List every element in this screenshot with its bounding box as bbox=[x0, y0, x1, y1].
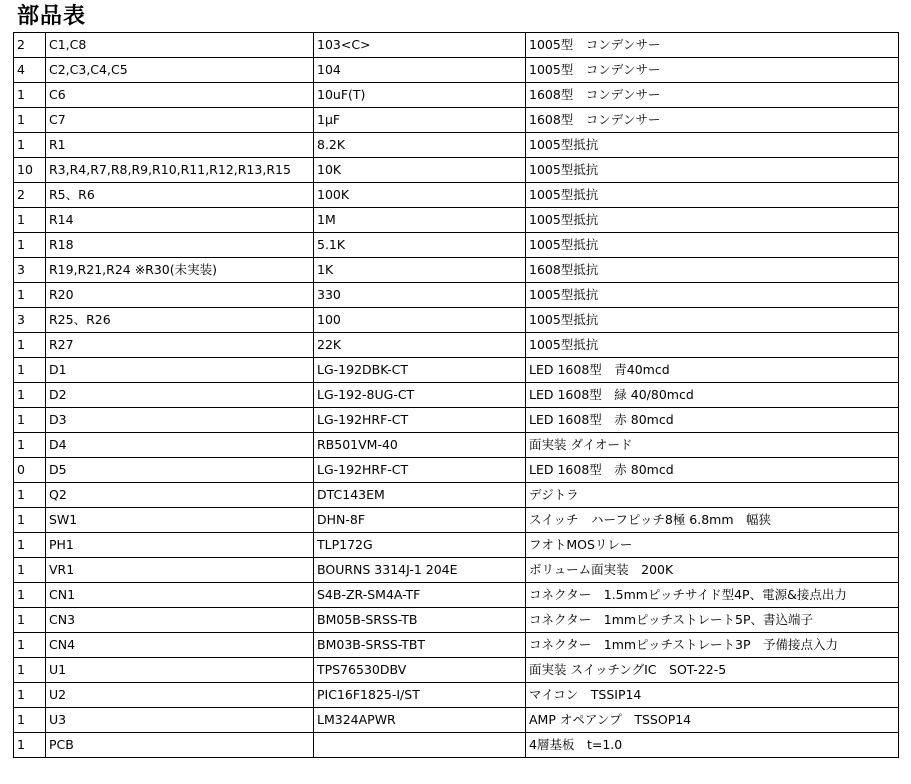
table-row bbox=[14, 308, 899, 333]
value-cell: 22K bbox=[314, 333, 526, 358]
parts-table bbox=[13, 32, 899, 758]
reference-cell: PH1 bbox=[46, 533, 314, 558]
value-cell: 10uF(T) bbox=[314, 83, 526, 108]
reference-cell: D3 bbox=[46, 408, 314, 433]
reference-cell: D1 bbox=[46, 358, 314, 383]
value-cell: 5.1K bbox=[314, 233, 526, 258]
description-cell: コネクター 1mmピッチストレート3P 予備接点入力 bbox=[526, 633, 899, 658]
qty-cell: 4 bbox=[14, 58, 46, 83]
table-row bbox=[14, 358, 899, 383]
table-row bbox=[14, 108, 899, 133]
table-row bbox=[14, 533, 899, 558]
qty-cell: 1 bbox=[14, 508, 46, 533]
page-title: 部品表 bbox=[17, 4, 87, 29]
reference-cell: C2,C3,C4,C5 bbox=[46, 58, 314, 83]
qty-cell: 1 bbox=[14, 633, 46, 658]
value-cell: LG-192-8UG-CT bbox=[314, 383, 526, 408]
value-cell bbox=[314, 733, 526, 758]
table-row bbox=[14, 458, 899, 483]
description-cell: 1005型抵抗 bbox=[526, 133, 899, 158]
value-cell: 103<C> bbox=[314, 33, 526, 58]
table-row bbox=[14, 333, 899, 358]
table-row bbox=[14, 383, 899, 408]
reference-cell: D5 bbox=[46, 458, 314, 483]
value-cell: 1M bbox=[314, 208, 526, 233]
qty-cell: 0 bbox=[14, 458, 46, 483]
description-cell: LED 1608型 赤 80mcd bbox=[526, 458, 899, 483]
qty-cell: 1 bbox=[14, 358, 46, 383]
table-row bbox=[14, 633, 899, 658]
value-cell: 1μF bbox=[314, 108, 526, 133]
description-cell: LED 1608型 青40mcd bbox=[526, 358, 899, 383]
qty-cell: 1 bbox=[14, 433, 46, 458]
table-row bbox=[14, 483, 899, 508]
table-row bbox=[14, 508, 899, 533]
table-row bbox=[14, 183, 899, 208]
description-cell: 1005型抵抗 bbox=[526, 283, 899, 308]
description-cell: 1005型抵抗 bbox=[526, 158, 899, 183]
qty-cell: 1 bbox=[14, 283, 46, 308]
reference-cell: SW1 bbox=[46, 508, 314, 533]
table-row bbox=[14, 608, 899, 633]
value-cell: S4B-ZR-SM4A-TF bbox=[314, 583, 526, 608]
qty-cell: 1 bbox=[14, 658, 46, 683]
description-cell: コネクター 1mmピッチストレート5P、書込端子 bbox=[526, 608, 899, 633]
description-cell: スイッチ ハーフピッチ8極 6.8mm 幅狭 bbox=[526, 508, 899, 533]
qty-cell: 1 bbox=[14, 483, 46, 508]
description-cell: 1005型抵抗 bbox=[526, 233, 899, 258]
reference-cell: C6 bbox=[46, 83, 314, 108]
table-row bbox=[14, 408, 899, 433]
description-cell: 面実装 スイッチングIC SOT-22-5 bbox=[526, 658, 899, 683]
qty-cell: 3 bbox=[14, 308, 46, 333]
value-cell: LG-192DBK-CT bbox=[314, 358, 526, 383]
value-cell: 8.2K bbox=[314, 133, 526, 158]
value-cell: PIC16F1825-I/ST bbox=[314, 683, 526, 708]
table-row bbox=[14, 58, 899, 83]
value-cell: DHN-8F bbox=[314, 508, 526, 533]
qty-cell: 1 bbox=[14, 708, 46, 733]
table-row bbox=[14, 583, 899, 608]
table-row bbox=[14, 558, 899, 583]
table-row bbox=[14, 283, 899, 308]
reference-cell: CN3 bbox=[46, 608, 314, 633]
reference-cell: C1,C8 bbox=[46, 33, 314, 58]
reference-cell: R5、R6 bbox=[46, 183, 314, 208]
value-cell: 10K bbox=[314, 158, 526, 183]
qty-cell: 2 bbox=[14, 33, 46, 58]
reference-cell: R27 bbox=[46, 333, 314, 358]
table-row bbox=[14, 158, 899, 183]
value-cell: DTC143EM bbox=[314, 483, 526, 508]
parts-table-body bbox=[14, 33, 899, 758]
table-row bbox=[14, 733, 899, 758]
description-cell: 1608型抵抗 bbox=[526, 258, 899, 283]
value-cell: 330 bbox=[314, 283, 526, 308]
reference-cell: U2 bbox=[46, 683, 314, 708]
qty-cell: 1 bbox=[14, 208, 46, 233]
value-cell: RB501VM-40 bbox=[314, 433, 526, 458]
description-cell: 1005型抵抗 bbox=[526, 183, 899, 208]
value-cell: TLP172G bbox=[314, 533, 526, 558]
description-cell: 1005型抵抗 bbox=[526, 333, 899, 358]
value-cell: 104 bbox=[314, 58, 526, 83]
table-row bbox=[14, 208, 899, 233]
value-cell: 1K bbox=[314, 258, 526, 283]
description-cell: フオトMOSリレー bbox=[526, 533, 899, 558]
reference-cell: R25、R26 bbox=[46, 308, 314, 333]
table-row bbox=[14, 708, 899, 733]
qty-cell: 2 bbox=[14, 183, 46, 208]
reference-cell: U1 bbox=[46, 658, 314, 683]
value-cell: LM324APWR bbox=[314, 708, 526, 733]
reference-cell: C7 bbox=[46, 108, 314, 133]
description-cell: 1608型 コンデンサー bbox=[526, 83, 899, 108]
description-cell: ボリューム面実装 200K bbox=[526, 558, 899, 583]
value-cell: BM05B-SRSS-TB bbox=[314, 608, 526, 633]
value-cell: 100K bbox=[314, 183, 526, 208]
description-cell: LED 1608型 緑 40/80mcd bbox=[526, 383, 899, 408]
description-cell: デジトラ bbox=[526, 483, 899, 508]
qty-cell: 1 bbox=[14, 608, 46, 633]
description-cell: LED 1608型 赤 80mcd bbox=[526, 408, 899, 433]
reference-cell: CN4 bbox=[46, 633, 314, 658]
qty-cell: 1 bbox=[14, 83, 46, 108]
qty-cell: 1 bbox=[14, 533, 46, 558]
reference-cell: CN1 bbox=[46, 583, 314, 608]
reference-cell: R1 bbox=[46, 133, 314, 158]
description-cell: マイコン TSSIP14 bbox=[526, 683, 899, 708]
reference-cell: VR1 bbox=[46, 558, 314, 583]
reference-cell: D4 bbox=[46, 433, 314, 458]
reference-cell: R18 bbox=[46, 233, 314, 258]
description-cell: 1005型 コンデンサー bbox=[526, 33, 899, 58]
description-cell: 1608型 コンデンサー bbox=[526, 108, 899, 133]
table-row bbox=[14, 83, 899, 108]
reference-cell: PCB bbox=[46, 733, 314, 758]
qty-cell: 1 bbox=[14, 408, 46, 433]
value-cell: BM03B-SRSS-TBT bbox=[314, 633, 526, 658]
qty-cell: 3 bbox=[14, 258, 46, 283]
reference-cell: R14 bbox=[46, 208, 314, 233]
reference-cell: R19,R21,R24 ※R30(未実装) bbox=[46, 258, 314, 283]
value-cell: 100 bbox=[314, 308, 526, 333]
value-cell: BOURNS 3314J-1 204E bbox=[314, 558, 526, 583]
qty-cell: 10 bbox=[14, 158, 46, 183]
qty-cell: 1 bbox=[14, 383, 46, 408]
reference-cell: D2 bbox=[46, 383, 314, 408]
reference-cell: R20 bbox=[46, 283, 314, 308]
reference-cell: Q2 bbox=[46, 483, 314, 508]
value-cell: TPS76530DBV bbox=[314, 658, 526, 683]
qty-cell: 1 bbox=[14, 108, 46, 133]
table-row bbox=[14, 233, 899, 258]
table-row bbox=[14, 683, 899, 708]
description-cell: 4層基板 t=1.0 bbox=[526, 733, 899, 758]
qty-cell: 1 bbox=[14, 333, 46, 358]
table-row bbox=[14, 133, 899, 158]
reference-cell: U3 bbox=[46, 708, 314, 733]
table-row bbox=[14, 658, 899, 683]
description-cell: コネクター 1.5mmピッチサイド型4P、電源&接点出力 bbox=[526, 583, 899, 608]
description-cell: 1005型 コンデンサー bbox=[526, 58, 899, 83]
table-row bbox=[14, 258, 899, 283]
qty-cell: 1 bbox=[14, 133, 46, 158]
qty-cell: 1 bbox=[14, 233, 46, 258]
qty-cell: 1 bbox=[14, 683, 46, 708]
reference-cell: R3,R4,R7,R8,R9,R10,R11,R12,R13,R15 bbox=[46, 158, 314, 183]
qty-cell: 1 bbox=[14, 558, 46, 583]
qty-cell: 1 bbox=[14, 733, 46, 758]
table-row bbox=[14, 33, 899, 58]
description-cell: 1005型抵抗 bbox=[526, 208, 899, 233]
qty-cell: 1 bbox=[14, 583, 46, 608]
description-cell: 1005型抵抗 bbox=[526, 308, 899, 333]
description-cell: AMP オペアンプ TSSOP14 bbox=[526, 708, 899, 733]
value-cell: LG-192HRF-CT bbox=[314, 458, 526, 483]
table-row bbox=[14, 433, 899, 458]
description-cell: 面実装 ダイオード bbox=[526, 433, 899, 458]
value-cell: LG-192HRF-CT bbox=[314, 408, 526, 433]
